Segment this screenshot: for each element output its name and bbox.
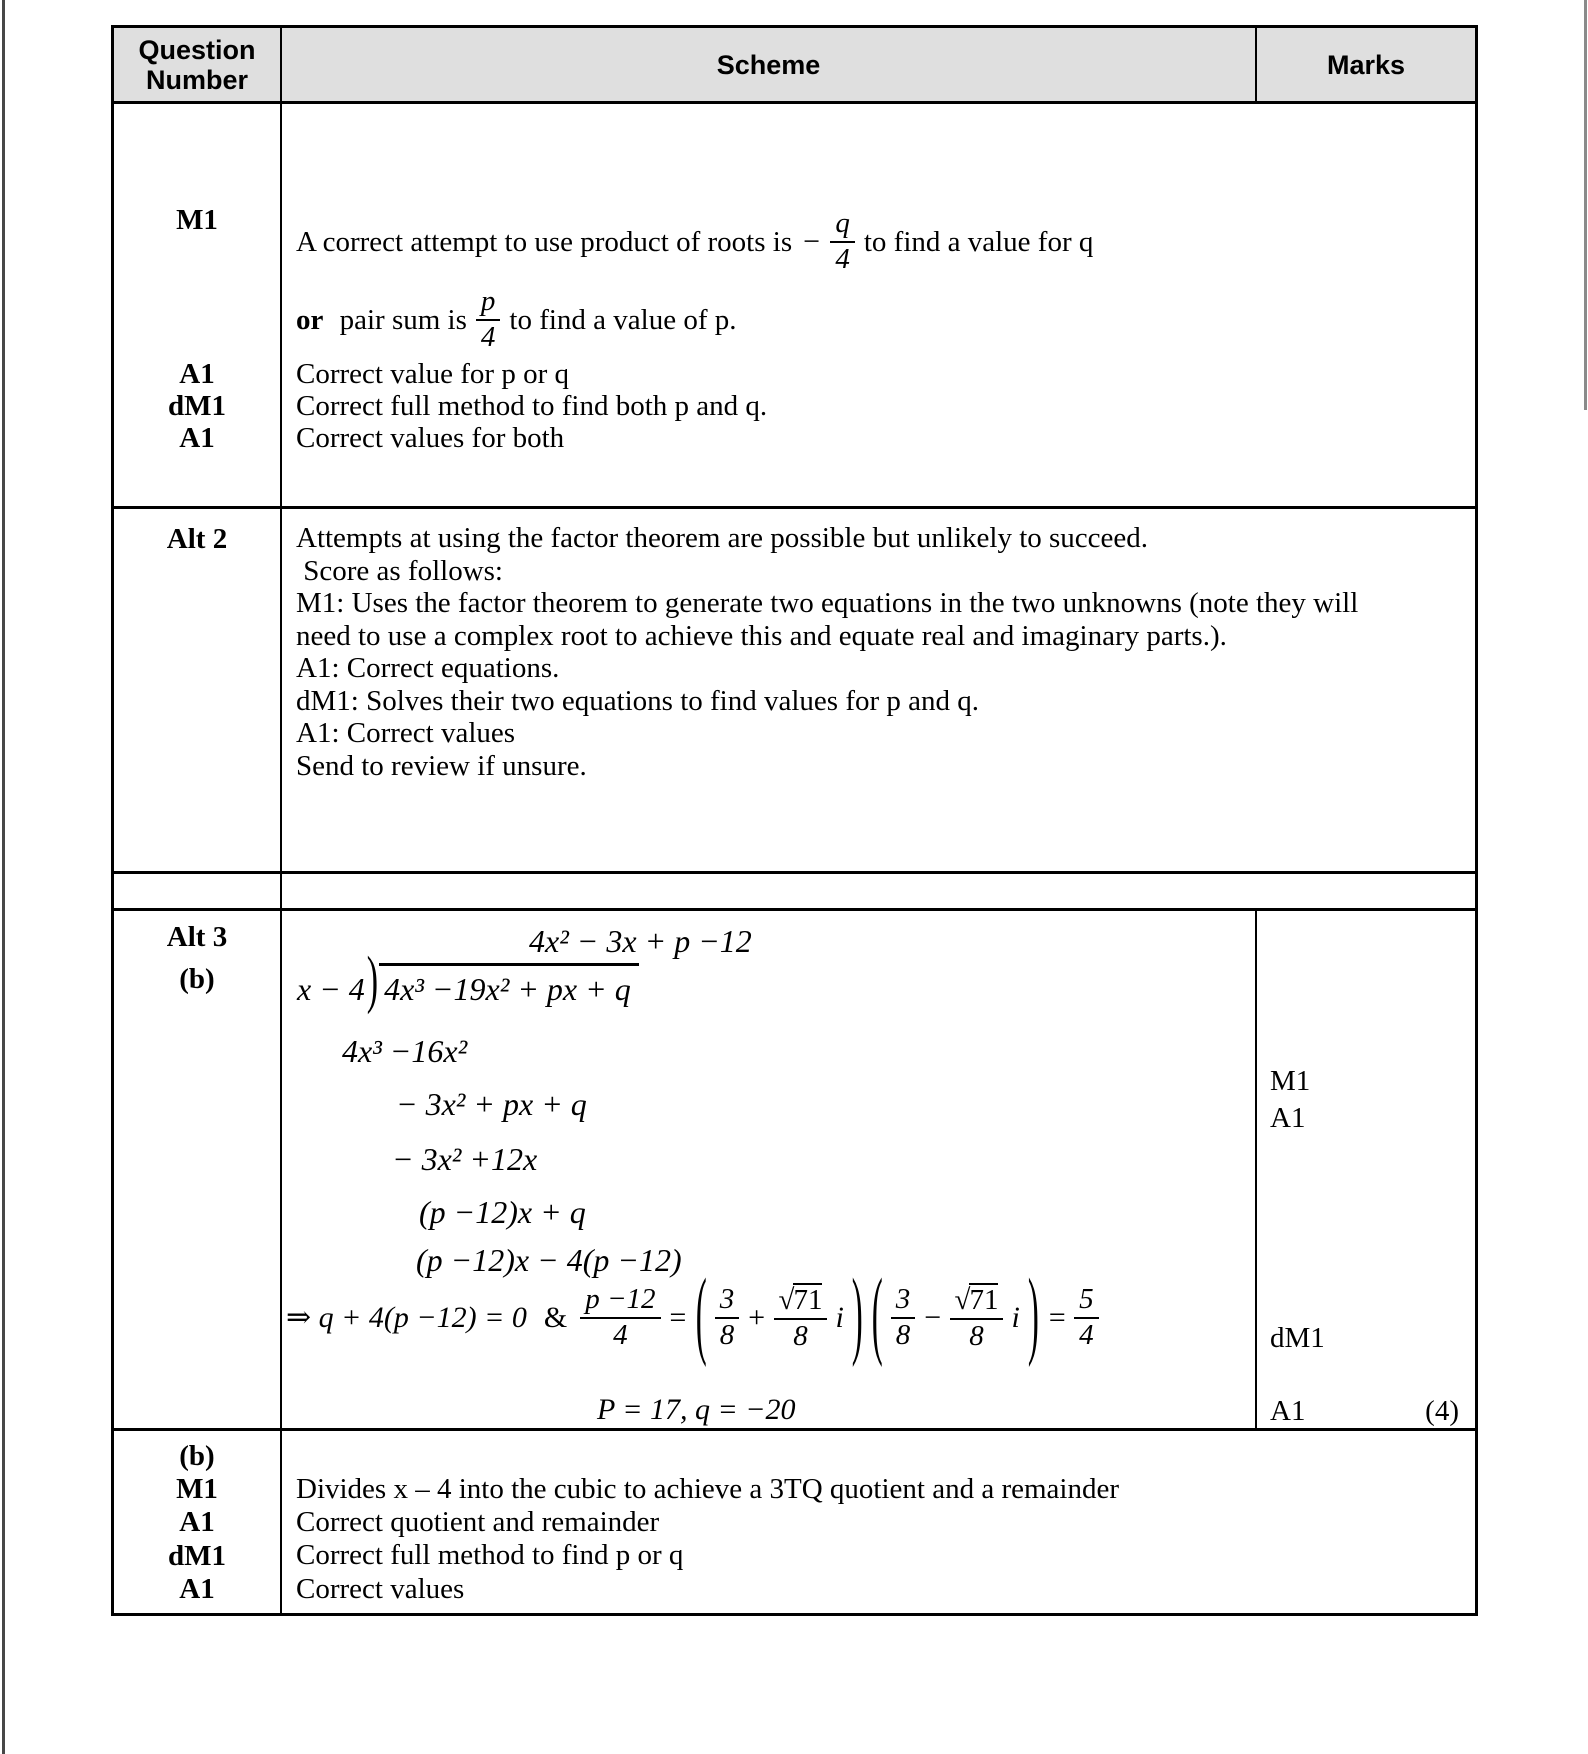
alt2-notes bbox=[282, 509, 1475, 782]
mark-m1: M1 bbox=[1270, 1065, 1311, 1097]
spacer-label-cell bbox=[114, 874, 282, 908]
alt2-line: M1: Uses the factor theorem to generate two equations in the two unknowns (note they will bbox=[296, 587, 1359, 619]
minus-sign: − bbox=[922, 1300, 943, 1334]
close-paren: ) bbox=[1027, 1262, 1039, 1371]
alt2-line: A1: Correct values bbox=[296, 717, 516, 749]
part-b-label: (b) bbox=[179, 963, 215, 995]
table-header-row bbox=[114, 28, 1475, 101]
alt2-line: need to use a complex root to achieve this and equate real and imaginary parts.). bbox=[296, 619, 1227, 652]
bold-or: or bbox=[296, 303, 324, 336]
row-b-summary bbox=[114, 1428, 1475, 1613]
final-equation bbox=[286, 1262, 1099, 1371]
row5-line: Correct quotient and remainder bbox=[296, 1506, 660, 1539]
product-of-roots-line bbox=[296, 208, 1093, 276]
division-dividend: 4x³ −19x² + px + q bbox=[379, 963, 639, 1011]
minus-sign: − bbox=[801, 224, 822, 258]
fraction-p-minus-12-over-4: $\frac{p -12}{4}$ bbox=[580, 1284, 660, 1352]
division-main-line bbox=[297, 945, 752, 1016]
open-paren: ( bbox=[871, 1262, 883, 1371]
row5-scheme-cell bbox=[282, 1431, 1475, 1613]
radical-sign: √ bbox=[778, 1284, 795, 1316]
fraction-sqrt71-over-8: $\frac{√71}{8}$ bbox=[774, 1283, 828, 1353]
mark-label-dm1: dM1 bbox=[168, 390, 226, 422]
long-division bbox=[297, 919, 752, 1016]
division-bracket: ) bbox=[366, 945, 379, 1016]
row1-mark-labels bbox=[114, 104, 282, 506]
radicand: 71 bbox=[969, 1284, 999, 1316]
ampersand: & bbox=[543, 1300, 568, 1334]
mark-label-a1b: A1 bbox=[179, 1572, 215, 1605]
row1-scheme-cell bbox=[282, 104, 1475, 506]
note-correct-values: Correct values for both bbox=[296, 422, 565, 454]
row5-line: Divides x – 4 into the cubic to achieve a 3TQ quotient and a remainder bbox=[296, 1473, 1120, 1505]
final-values: P = 17, q = −20 bbox=[597, 1393, 796, 1426]
equals-sign: = bbox=[1046, 1300, 1068, 1334]
page-right-border bbox=[1584, 0, 1587, 410]
row-alt-3b bbox=[114, 908, 1475, 1428]
division-divisor: x − 4 bbox=[297, 971, 365, 1007]
row4-label-cell bbox=[114, 911, 282, 1428]
note-full-method: Correct full method to find both p and q. bbox=[296, 390, 768, 422]
row5-label-cell bbox=[114, 1431, 282, 1613]
imaginary-unit: i bbox=[1011, 1300, 1020, 1334]
fraction-3-over-8: $\frac{3}{8}$ bbox=[715, 1284, 740, 1352]
mark-label-a1: A1 bbox=[179, 1506, 215, 1539]
row4-marks-cell bbox=[1257, 911, 1475, 1428]
row5-notes bbox=[282, 1431, 1475, 1606]
mark-label-a1b: A1 bbox=[179, 422, 215, 454]
header-marks: Marks bbox=[1326, 49, 1406, 80]
mark-dm1: dM1 bbox=[1270, 1322, 1325, 1354]
mark-total: (4) bbox=[1425, 1395, 1459, 1427]
alt2-line: Score as follows: bbox=[296, 554, 503, 587]
spacer-row bbox=[114, 871, 1475, 908]
row5-line: Correct full method to find p or q bbox=[296, 1539, 684, 1572]
fraction-sqrt71-over-8: $\frac{√71}{8}$ bbox=[950, 1283, 1004, 1353]
plus-sign: + bbox=[746, 1300, 767, 1334]
mark-a1b: A1 bbox=[1270, 1395, 1306, 1427]
alt2-line: A1: Correct equations. bbox=[296, 652, 560, 684]
mark-label-a1: A1 bbox=[179, 358, 215, 390]
close-paren: ) bbox=[851, 1262, 863, 1371]
imaginary-unit: i bbox=[835, 1300, 844, 1334]
mark-a1: A1 bbox=[1270, 1102, 1306, 1134]
alt2-line: dM1: Solves their two equations to find values for p and q. bbox=[296, 684, 980, 717]
mark-label-m1: M1 bbox=[176, 204, 218, 236]
line-text: pair sum is bbox=[332, 303, 467, 336]
row-alt-2 bbox=[114, 506, 1475, 871]
fraction-3-over-8: $\frac{3}{8}$ bbox=[891, 1284, 916, 1352]
division-step: − 3x² + px + q bbox=[396, 1086, 587, 1122]
radicand: 71 bbox=[793, 1284, 823, 1316]
row5-line: Correct values bbox=[296, 1572, 465, 1605]
line-text: to find a value of p. bbox=[509, 303, 737, 336]
note-correct-value: Correct value for p or q bbox=[296, 358, 569, 390]
division-step: − 3x² +12x bbox=[392, 1141, 538, 1177]
equals-sign: = bbox=[667, 1300, 688, 1334]
spacer-scheme-cell bbox=[282, 874, 1475, 908]
part-label: (b) bbox=[179, 1440, 215, 1472]
row2-label-cell bbox=[114, 509, 282, 871]
division-step: (p −12)x + q bbox=[419, 1194, 586, 1230]
page-left-border bbox=[2, 0, 5, 1754]
pair-sum-line bbox=[296, 286, 737, 354]
open-paren: ( bbox=[695, 1262, 707, 1371]
mark-scheme-table bbox=[111, 25, 1478, 1616]
division-quotient: 4x² − 3x + p −12 bbox=[529, 923, 752, 959]
alt2-line: Attempts at using the factor theorem are possible but unlikely to succeed. bbox=[296, 522, 1149, 554]
header-question-number: Question Number bbox=[114, 28, 282, 101]
mark-label-m1: M1 bbox=[176, 1473, 218, 1506]
header-scheme: Scheme bbox=[282, 28, 1257, 101]
equation-lead: ⇒ q + 4(p −12) = 0 bbox=[286, 1301, 527, 1335]
fraction-5-over-4: $\frac{5}{4}$ bbox=[1074, 1284, 1099, 1352]
division-step: 4x³ −16x² bbox=[342, 1033, 468, 1069]
line-text: A correct attempt to use product of roots is bbox=[296, 225, 793, 258]
row2-scheme-cell bbox=[282, 509, 1475, 871]
mark-label-dm1: dM1 bbox=[168, 1539, 226, 1572]
alt3-label: Alt 3 bbox=[166, 921, 228, 953]
radical-sign: √ bbox=[954, 1284, 971, 1316]
fraction-p-over-4: $\frac{p}{4}$ bbox=[476, 286, 501, 354]
fraction-q-over-4: $\frac{q}{4}$ bbox=[830, 208, 855, 276]
line-text: to find a value for q bbox=[863, 225, 1094, 258]
alt2-line: Send to review if unsure. bbox=[296, 749, 587, 782]
row-product-of-roots bbox=[114, 101, 1475, 506]
alt2-label: Alt 2 bbox=[166, 523, 228, 555]
row4-scheme-cell bbox=[282, 911, 1257, 1428]
division-step: (p −12)x − 4(p −12) bbox=[416, 1242, 682, 1278]
